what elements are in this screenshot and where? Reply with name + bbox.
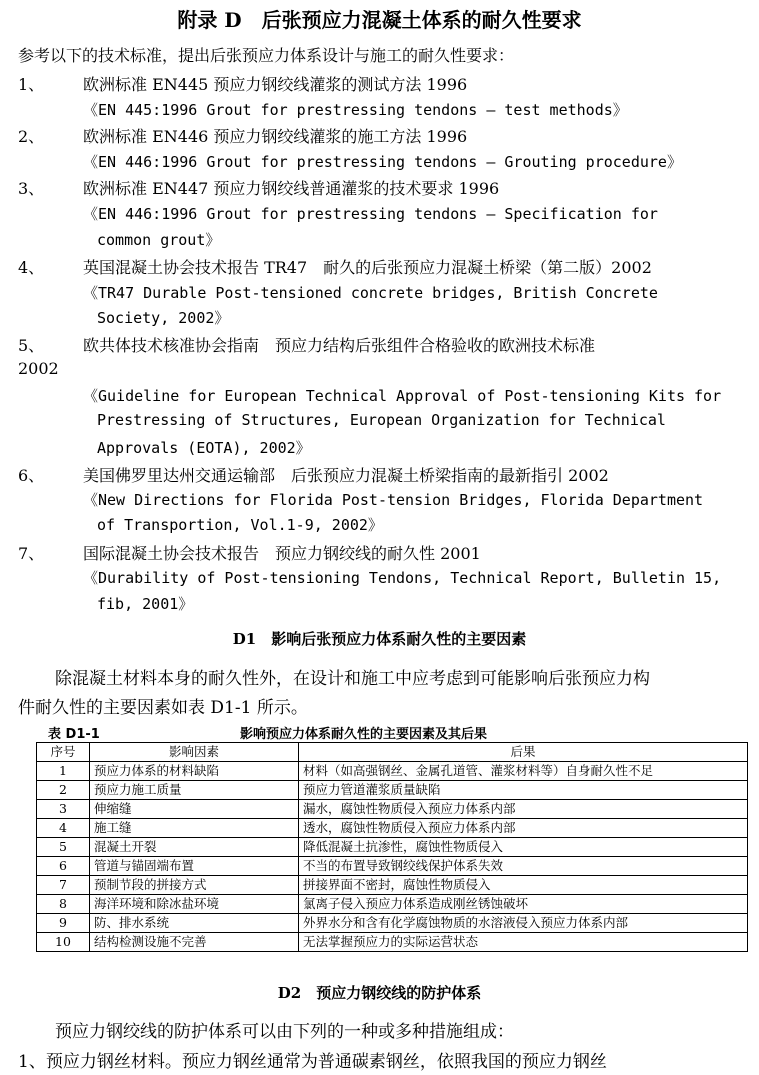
table-cell: 海洋环境和除冰盐环境 xyxy=(90,895,299,914)
ref-english: common grout》 xyxy=(97,231,221,249)
ref-title: 美国佛罗里达州交通运输部 后张预应力混凝土桥梁指南的最新指引 2002 xyxy=(83,466,609,485)
table-cell: 氯离子侵入预应力体系造成刚丝锈蚀破坏 xyxy=(299,895,748,914)
table-cell: 透水，腐蚀性物质侵入预应力体系内部 xyxy=(299,819,748,838)
table-cell: 漏水，腐蚀性物质侵入预应力体系内部 xyxy=(299,800,748,819)
table-row xyxy=(37,800,748,819)
ref-number: 7、 xyxy=(18,544,45,563)
table-cell: 预应力管道灌浆质量缺陷 xyxy=(299,781,748,800)
table-cell: 混凝土开裂 xyxy=(90,838,299,857)
table-row xyxy=(37,819,748,838)
table-row xyxy=(37,895,748,914)
table-caption: 影响预应力体系耐久性的主要因素及其后果 xyxy=(240,727,488,742)
table-row xyxy=(37,781,748,800)
ref-english: 《Durability of Post-tensioning Tendons, Technical Report, Bulletin 15, xyxy=(83,569,722,587)
table-cell: 4 xyxy=(37,819,90,838)
table-cell: 1 xyxy=(37,762,90,781)
d1-paragraph: 除混凝土材料本身的耐久性外，在设计和施工中应考虑到可能影响后张预应力构 xyxy=(55,669,650,689)
table-cell: 5 xyxy=(37,838,90,857)
table-cell: 施工缝 xyxy=(90,819,299,838)
table-header-cell: 后果 xyxy=(299,743,748,762)
table-cell: 结构检测设施不完善 xyxy=(90,933,299,952)
section-heading-d2: D2 预应力钢绞线的防护体系 xyxy=(277,984,482,1002)
ref-number: 5、 xyxy=(18,336,45,355)
d2-paragraph: 预应力钢绞线的防护体系可以由下列的一种或多种措施组成： xyxy=(55,1022,514,1042)
table-cell: 9 xyxy=(37,914,90,933)
table-row xyxy=(37,838,748,857)
ref-title-continued: 2002 xyxy=(18,359,59,378)
ref-english: of Transportion, Vol.1-9, 2002》 xyxy=(97,516,383,534)
table-cell: 无法掌握预应力的实际运营状态 xyxy=(299,933,748,952)
table-cell: 材料（如高强钢丝、金属孔道管、灌浆材料等）自身耐久性不足 xyxy=(299,762,748,781)
table-row xyxy=(37,933,748,952)
ref-english: 《EN 445:1996 Grout for prestressing tendons — test methods》 xyxy=(83,101,628,119)
table-row xyxy=(37,876,748,895)
table-cell: 3 xyxy=(37,800,90,819)
ref-english: Approvals (EOTA), 2002》 xyxy=(97,439,311,457)
ref-english: 《EN 446:1996 Grout for prestressing tendons — Grouting procedure》 xyxy=(83,153,682,171)
ref-number: 4、 xyxy=(18,258,45,277)
table-row xyxy=(37,857,748,876)
section-heading-d1: D1 影响后张预应力体系耐久性的主要因素 xyxy=(232,630,527,648)
table-header-cell: 序号 xyxy=(37,743,90,762)
ref-title: 英国混凝土协会技术报告 TR47 耐久的后张预应力混凝土桥梁（第二版）2002 xyxy=(83,258,652,277)
ref-english: 《New Directions for Florida Post-tension Bridges, Florida Department xyxy=(83,491,704,509)
ref-title: 欧洲标准 EN445 预应力钢绞线灌浆的测试方法 1996 xyxy=(83,75,468,94)
ref-title: 欧共体技术核准协会指南 预应力结构后张组件合格验收的欧洲技术标准 xyxy=(83,336,596,355)
ref-number: 2、 xyxy=(18,127,45,146)
ref-english: 《EN 446:1996 Grout for prestressing tendons — Specification for xyxy=(83,205,658,223)
page-title: 附录 D 后张预应力混凝土体系的耐久性要求 xyxy=(177,8,582,32)
d2-paragraph: 1、预应力钢丝材料。预应力钢丝通常为普通碳素钢丝，依照我国的预应力钢丝 xyxy=(18,1052,607,1072)
table-cell: 10 xyxy=(37,933,90,952)
ref-english: Prestressing of Structures, European Organization for Technical xyxy=(97,411,666,429)
table-cell: 防、排水系统 xyxy=(90,914,299,933)
table-cell: 降低混凝土抗渗性，腐蚀性物质侵入 xyxy=(299,838,748,857)
intro-text: 参考以下的技术标准，提出后张预应力体系设计与施工的耐久性要求： xyxy=(18,46,515,65)
table-row xyxy=(37,914,748,933)
table-cell: 外界水分和含有化学腐蚀物质的水溶液侵入预应力体系内部 xyxy=(299,914,748,933)
ref-english: Society, 2002》 xyxy=(97,309,230,327)
ref-title: 欧洲标准 EN447 预应力钢绞线普通灌浆的技术要求 1996 xyxy=(83,179,500,198)
table-cell: 6 xyxy=(37,857,90,876)
ref-english: 《Guideline for European Technical Approval of Post-tensioning Kits for xyxy=(83,387,722,405)
table-cell: 预应力体系的材料缺陷 xyxy=(90,762,299,781)
table-cell: 不当的布置导致钢绞线保护体系失效 xyxy=(299,857,748,876)
table-cell: 管道与锚固端布置 xyxy=(90,857,299,876)
table-row xyxy=(37,762,748,781)
table-cell: 8 xyxy=(37,895,90,914)
table-label: 表 D1-1 xyxy=(48,727,100,742)
ref-number: 1、 xyxy=(18,75,45,94)
factors-table xyxy=(36,742,748,952)
table-cell: 预应力施工质量 xyxy=(90,781,299,800)
table-cell: 7 xyxy=(37,876,90,895)
ref-english: 《TR47 Durable Post-tensioned concrete bridges, British Concrete xyxy=(83,284,658,302)
ref-number: 3、 xyxy=(18,179,45,198)
d1-paragraph: 件耐久性的主要因素如表 D1-1 所示。 xyxy=(18,698,308,718)
ref-title: 国际混凝土协会技术报告 预应力钢绞线的耐久性 2001 xyxy=(83,544,481,563)
table-cell: 拼接界面不密封，腐蚀性物质侵入 xyxy=(299,876,748,895)
table-header-cell: 影响因素 xyxy=(90,743,299,762)
table-cell: 伸缩缝 xyxy=(90,800,299,819)
ref-english: fib, 2001》 xyxy=(97,595,194,613)
table-cell: 预制节段的拼接方式 xyxy=(90,876,299,895)
ref-title: 欧洲标准 EN446 预应力钢绞线灌浆的施工方法 1996 xyxy=(83,127,468,146)
ref-number: 6、 xyxy=(18,466,45,485)
table-header-row xyxy=(37,743,748,762)
table-cell: 2 xyxy=(37,781,90,800)
